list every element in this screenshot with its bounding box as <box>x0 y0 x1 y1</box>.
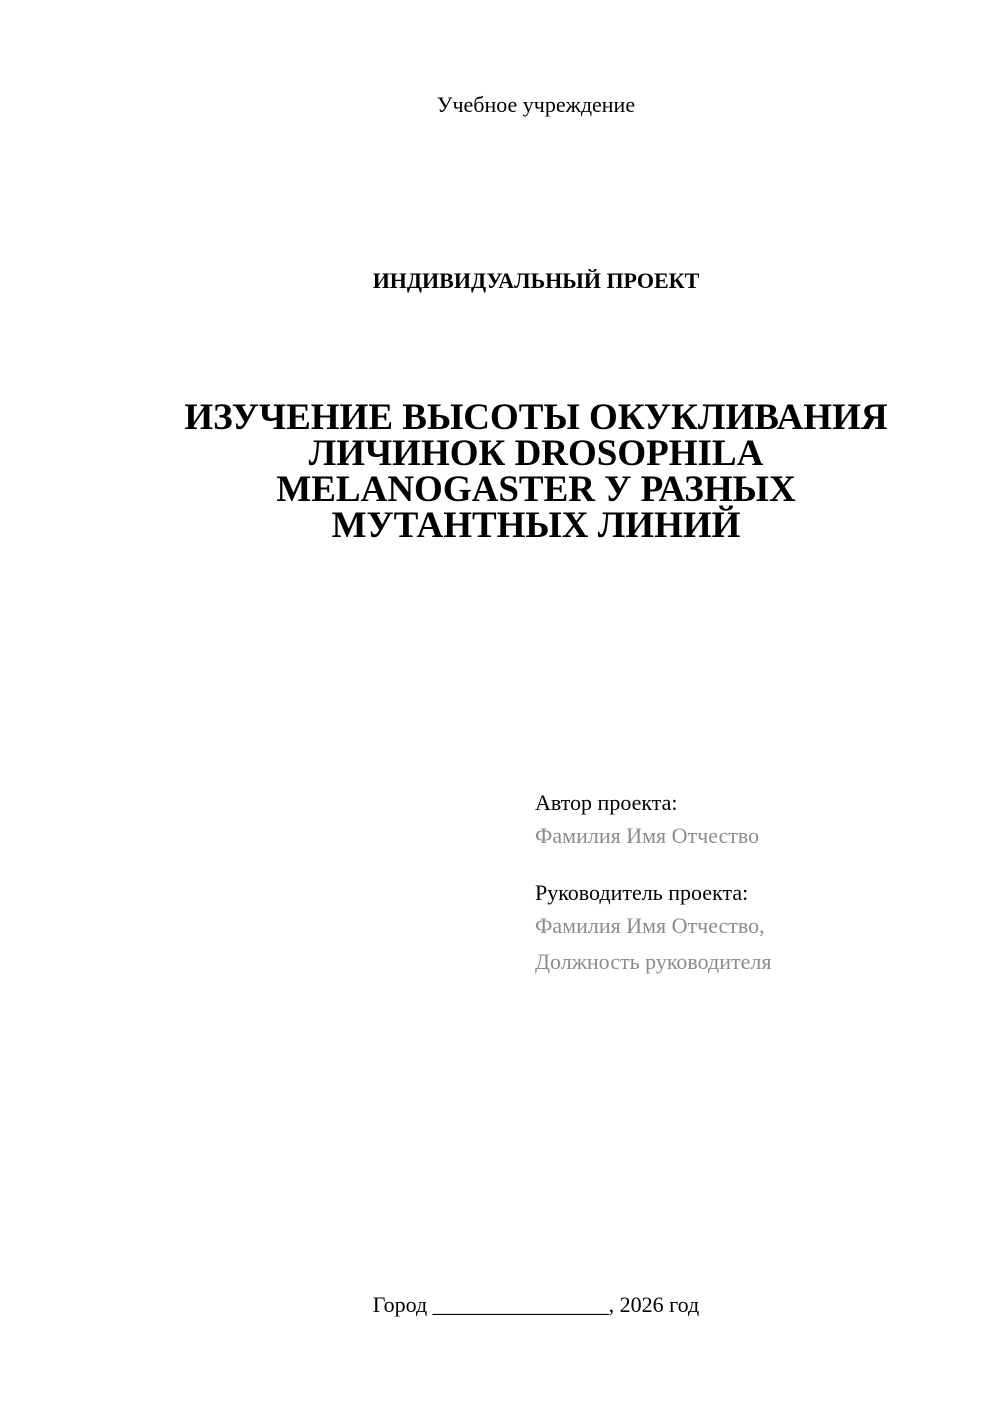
supervisor-label: Руководитель проекта: <box>535 880 749 905</box>
project-title-line: МУТАНТНЫХ ЛИНИЙ <box>331 505 741 546</box>
project-title <box>150 397 922 546</box>
author-name: Фамилия Имя Отчество <box>535 823 760 848</box>
author-label: Автор проекта: <box>535 790 678 815</box>
supervisor-block <box>535 878 975 980</box>
project-title-line: ЛИЧИНОК DROSOPHILA <box>308 433 764 474</box>
supervisor-position: Должность руководителя <box>535 949 772 974</box>
document-type: ИНДИВИДУАЛЬНЫЙ ПРОЕКТ <box>372 268 700 293</box>
city-year-footer: Город ________________, 2026 год <box>372 1292 700 1317</box>
project-title-line: ИЗУЧЕНИЕ ВЫСОТЫ ОКУКЛИВАНИЯ <box>184 397 888 438</box>
institution-name: Учебное учреждение <box>436 92 636 117</box>
project-title-line: MELANOGASTER У РАЗНЫХ <box>276 469 796 510</box>
project-credits <box>535 788 975 980</box>
supervisor-name: Фамилия Имя Отчество, <box>535 913 765 938</box>
